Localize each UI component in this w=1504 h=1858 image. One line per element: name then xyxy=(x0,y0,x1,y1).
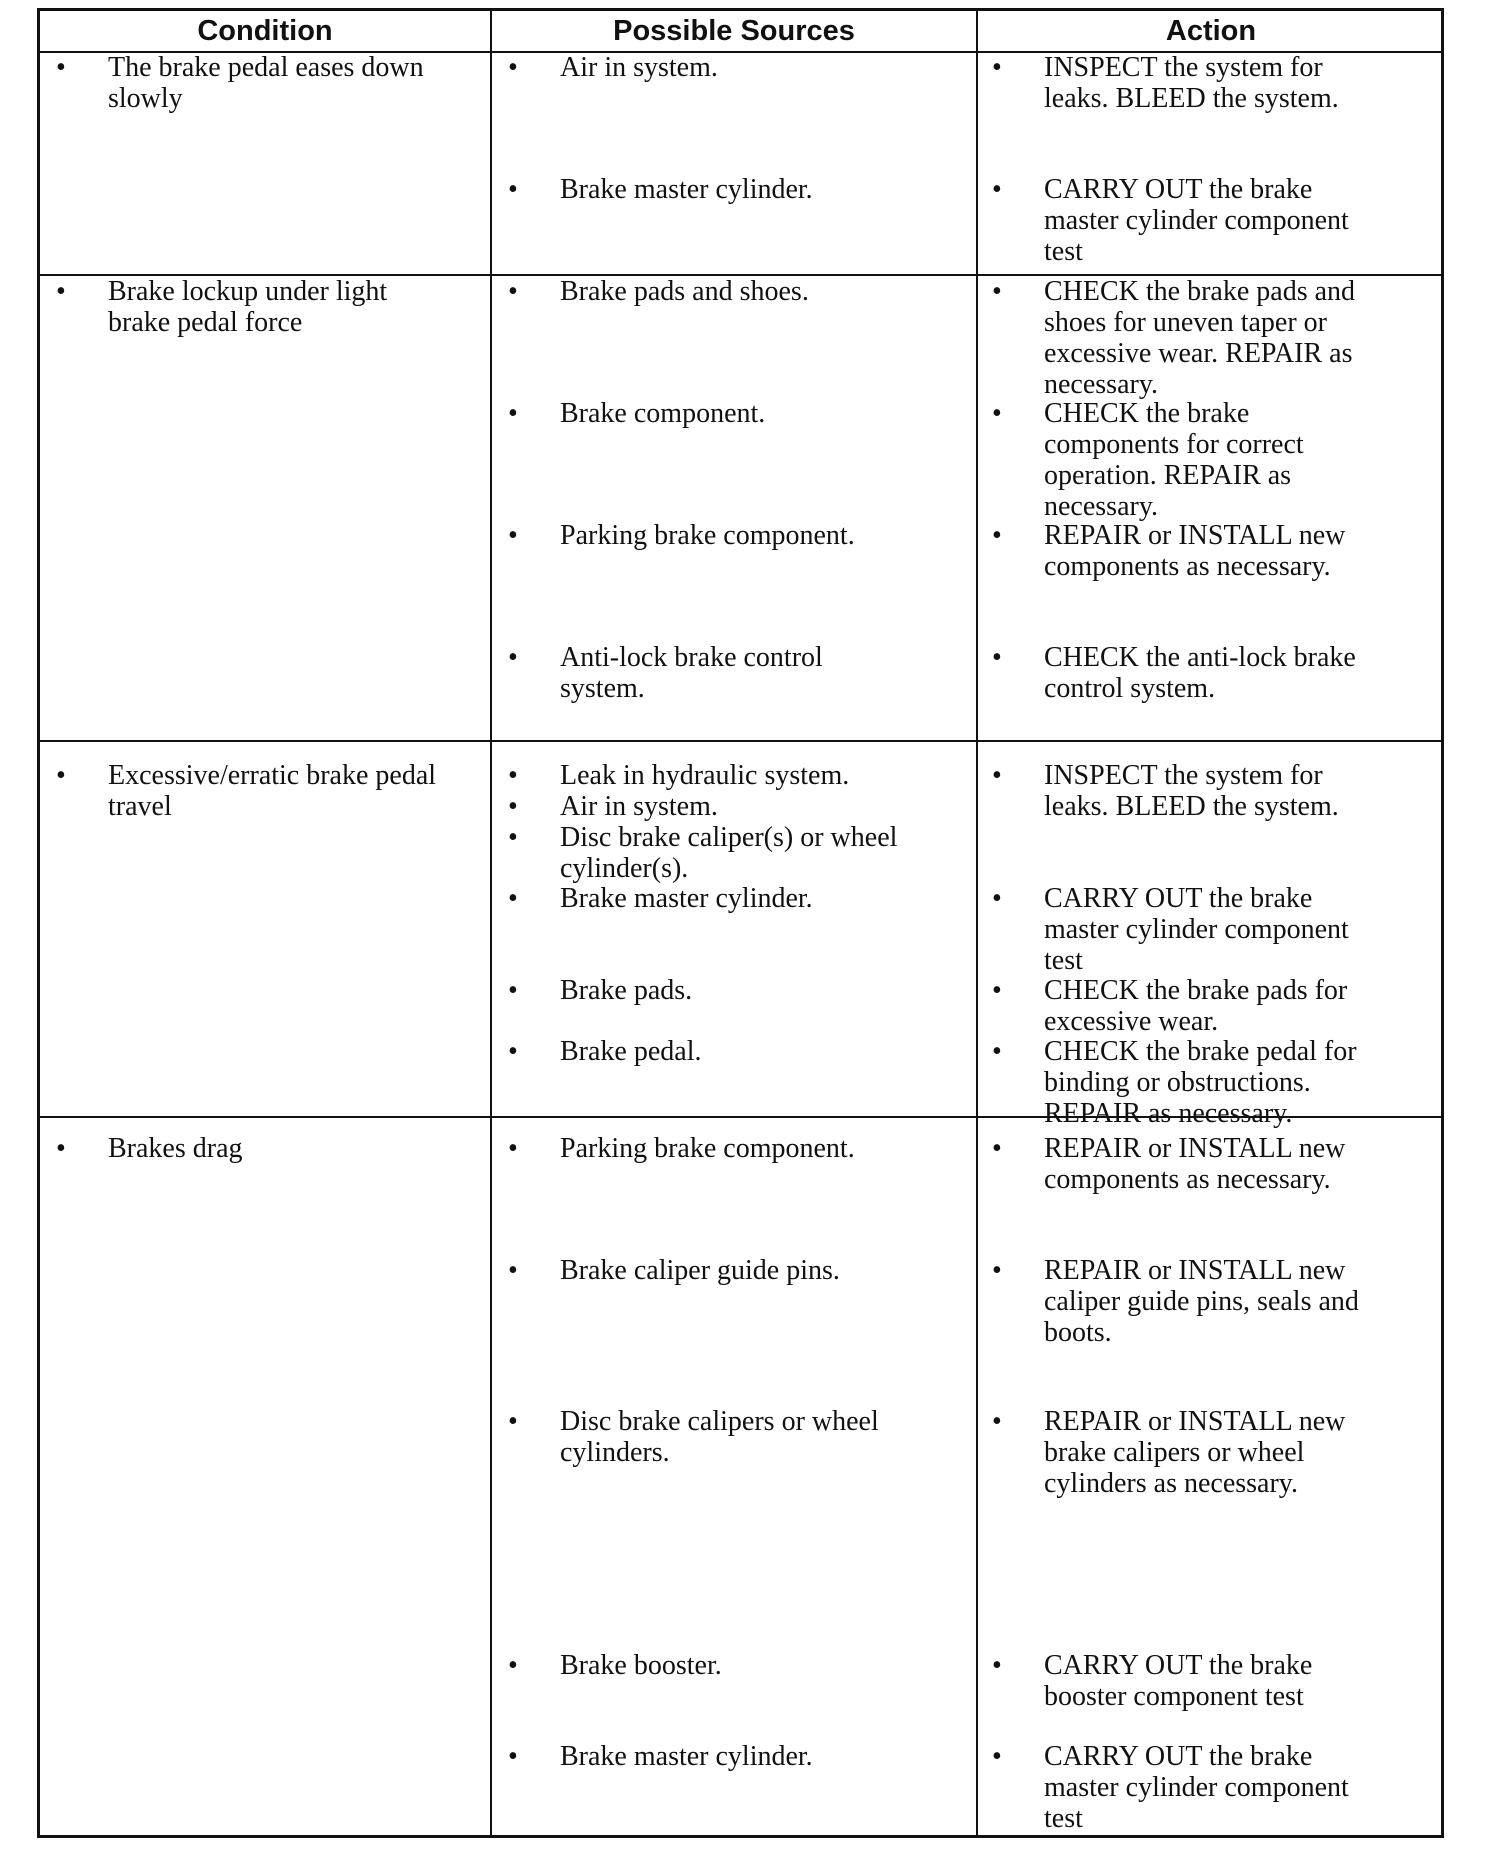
bullet: • xyxy=(992,975,1002,1006)
action-item-text: REPAIR or INSTALL new xyxy=(1044,1133,1346,1164)
bullet: • xyxy=(56,760,66,791)
action-item-text: CHECK the brake xyxy=(1044,398,1250,429)
bullet: • xyxy=(992,1133,1002,1164)
header-possible-sources: Possible Sources xyxy=(613,15,855,47)
bullet: • xyxy=(508,276,518,307)
action-item-text: excessive wear. xyxy=(1044,1006,1219,1037)
source-item-text: Brake pads and shoes. xyxy=(560,276,809,307)
action-item-text: CARRY OUT the brake xyxy=(1044,883,1313,914)
action-item-text: REPAIR as necessary. xyxy=(1044,1098,1293,1129)
column-divider xyxy=(490,11,492,1835)
action-item-text: control system. xyxy=(1044,673,1216,704)
action-item-text: test xyxy=(1044,1803,1083,1834)
action-item-text: master cylinder component xyxy=(1044,914,1349,945)
action-item-text: test xyxy=(1044,945,1083,976)
bullet: • xyxy=(56,52,66,83)
condition-item-text: brake pedal force xyxy=(108,307,303,338)
bullet: • xyxy=(508,1036,518,1067)
source-item-text: Brake component. xyxy=(560,398,766,429)
action-item-text: CHECK the brake pads for xyxy=(1044,975,1348,1006)
header-action: Action xyxy=(1165,15,1257,47)
action-item-text: components for correct xyxy=(1044,429,1304,460)
action-item-text: binding or obstructions. xyxy=(1044,1067,1311,1098)
condition-item-text: Brakes drag xyxy=(108,1133,243,1164)
bullet: • xyxy=(508,52,518,83)
bullet: • xyxy=(508,1741,518,1772)
bullet: • xyxy=(992,1036,1002,1067)
action-item-text: REPAIR or INSTALL new xyxy=(1044,1255,1346,1286)
bullet: • xyxy=(508,1133,518,1164)
bullet: • xyxy=(508,1406,518,1437)
source-item-text: Parking brake component. xyxy=(560,520,855,551)
bullet: • xyxy=(992,276,1002,307)
action-item-text: CARRY OUT the brake xyxy=(1044,1650,1313,1681)
source-item-text: cylinder(s). xyxy=(560,853,689,884)
action-item-text: master cylinder component xyxy=(1044,1772,1349,1803)
condition-item-text: The brake pedal eases down xyxy=(108,52,424,83)
source-item-text: Brake master cylinder. xyxy=(560,1741,813,1772)
source-item-text: Air in system. xyxy=(560,52,718,83)
bullet: • xyxy=(508,1255,518,1286)
action-item-text: CARRY OUT the brake xyxy=(1044,1741,1313,1772)
bullet: • xyxy=(508,883,518,914)
bullet: • xyxy=(508,760,518,791)
action-item-text: brake calipers or wheel xyxy=(1044,1437,1305,1468)
bullet: • xyxy=(508,791,518,822)
source-item-text: Brake booster. xyxy=(560,1650,722,1681)
action-item-text: excessive wear. REPAIR as xyxy=(1044,338,1353,369)
header-condition: Condition xyxy=(197,15,333,47)
action-item-text: caliper guide pins, seals and xyxy=(1044,1286,1359,1317)
bullet: • xyxy=(992,1741,1002,1772)
action-item-text: leaks. BLEED the system. xyxy=(1044,791,1339,822)
bullet: • xyxy=(56,1133,66,1164)
bullet: • xyxy=(992,520,1002,551)
condition-item-text: travel xyxy=(108,791,172,822)
action-item-text: shoes for uneven taper or xyxy=(1044,307,1328,338)
bullet: • xyxy=(992,883,1002,914)
bullet: • xyxy=(992,1255,1002,1286)
source-item-text: Air in system. xyxy=(560,791,718,822)
action-item-text: CARRY OUT the brake xyxy=(1044,174,1313,205)
action-item-text: components as necessary. xyxy=(1044,551,1331,582)
bullet: • xyxy=(508,520,518,551)
action-item-text: test xyxy=(1044,236,1083,267)
bullet: • xyxy=(992,52,1002,83)
bullet: • xyxy=(508,1650,518,1681)
bullet: • xyxy=(992,174,1002,205)
source-item-text: Brake master cylinder. xyxy=(560,174,813,205)
source-item-text: Brake pads. xyxy=(560,975,693,1006)
action-item-text: leaks. BLEED the system. xyxy=(1044,83,1339,114)
source-item-text: Brake pedal. xyxy=(560,1036,702,1067)
bullet: • xyxy=(56,276,66,307)
bullet: • xyxy=(992,1406,1002,1437)
bullet: • xyxy=(992,398,1002,429)
action-item-text: CHECK the brake pedal for xyxy=(1044,1036,1357,1067)
action-item-text: booster component test xyxy=(1044,1681,1304,1712)
condition-item-text: slowly xyxy=(108,83,183,114)
condition-item-text: Excessive/erratic brake pedal xyxy=(108,760,437,791)
row-separator xyxy=(40,740,1441,742)
source-item-text: cylinders. xyxy=(560,1437,670,1468)
bullet: • xyxy=(508,975,518,1006)
action-item-text: CHECK the anti-lock brake xyxy=(1044,642,1356,673)
source-item-text: Leak in hydraulic system. xyxy=(560,760,850,791)
source-item-text: Parking brake component. xyxy=(560,1133,855,1164)
bullet: • xyxy=(992,642,1002,673)
action-item-text: master cylinder component xyxy=(1044,205,1349,236)
source-item-text: Disc brake caliper(s) or wheel xyxy=(560,822,898,853)
action-item-text: boots. xyxy=(1044,1317,1112,1348)
bullet: • xyxy=(508,822,518,853)
source-item-text: Brake master cylinder. xyxy=(560,883,813,914)
bullet: • xyxy=(508,398,518,429)
action-item-text: components as necessary. xyxy=(1044,1164,1331,1195)
table-header xyxy=(40,11,1441,53)
source-item-text: Anti-lock brake control xyxy=(560,642,823,673)
source-item-text: Brake caliper guide pins. xyxy=(560,1255,840,1286)
action-item-text: necessary. xyxy=(1044,491,1159,522)
action-item-text: necessary. xyxy=(1044,369,1159,400)
bullet: • xyxy=(508,642,518,673)
source-item-text: Disc brake calipers or wheel xyxy=(560,1406,879,1437)
bullet: • xyxy=(992,760,1002,791)
source-item-text: system. xyxy=(560,673,645,704)
action-item-text: operation. REPAIR as xyxy=(1044,460,1292,491)
action-item-text: INSPECT the system for xyxy=(1044,52,1323,83)
column-divider xyxy=(976,11,978,1835)
action-item-text: REPAIR or INSTALL new xyxy=(1044,520,1346,551)
action-item-text: CHECK the brake pads and xyxy=(1044,276,1356,307)
action-item-text: REPAIR or INSTALL new xyxy=(1044,1406,1346,1437)
condition-item-text: Brake lockup under light xyxy=(108,276,388,307)
bullet: • xyxy=(992,1650,1002,1681)
action-item-text: cylinders as necessary. xyxy=(1044,1468,1298,1499)
action-item-text: INSPECT the system for xyxy=(1044,760,1323,791)
troubleshooting-table xyxy=(37,8,1444,1838)
bullet: • xyxy=(508,174,518,205)
